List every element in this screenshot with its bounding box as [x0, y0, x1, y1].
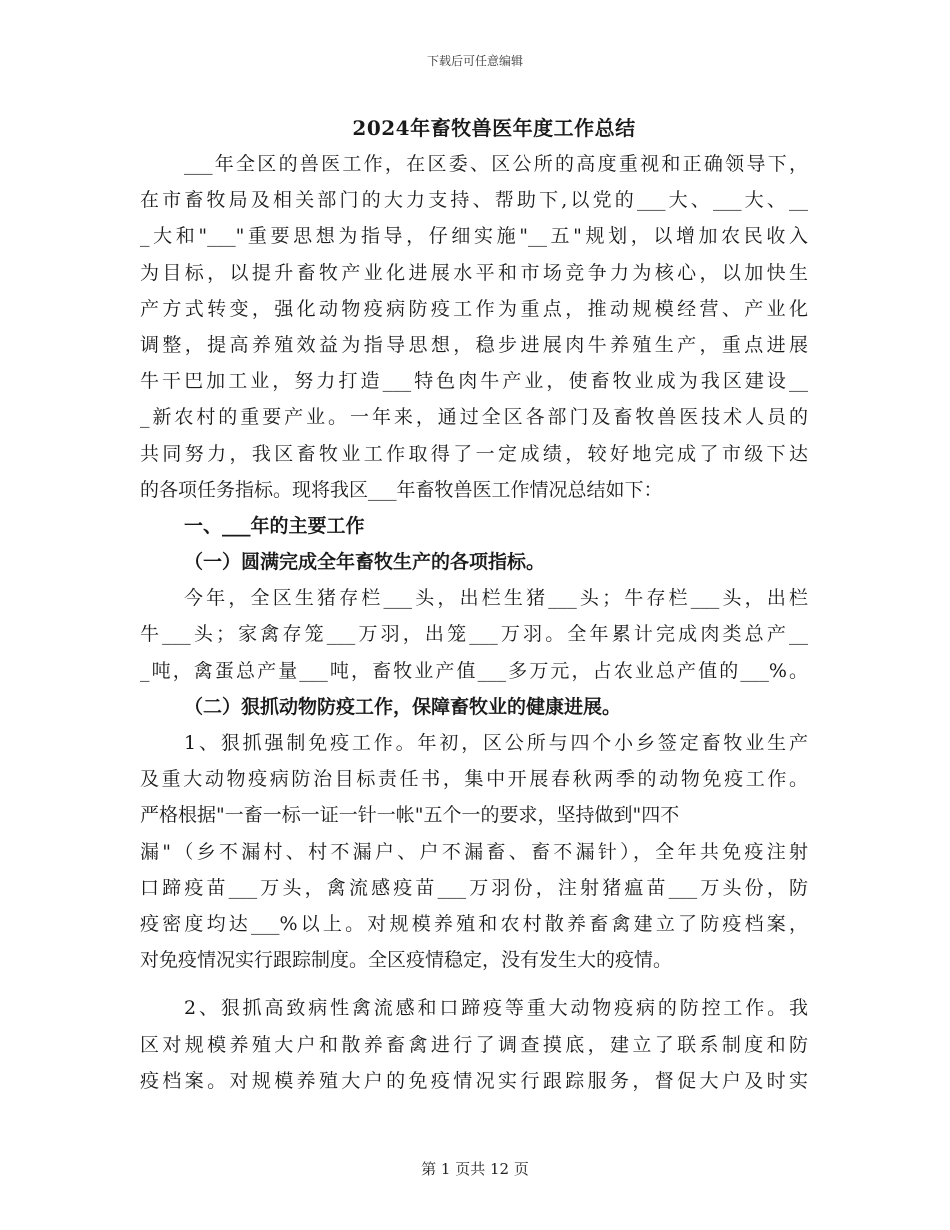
paragraph-line: 严格根据"一畜一标一证一针一帐"五个一的要求，坚持做到"四不 — [140, 804, 680, 827]
subsection-heading: （一）圆满完成全年畜牧生产的各项指标。 — [184, 551, 546, 574]
production-paragraph — [140, 580, 808, 689]
paragraph-line: 调整，提高养殖效益为指导思想，稳步进展肉牛养殖生产，重点进展 — [140, 333, 808, 356]
paragraph-line: _大和"___"重要思想为指导，仔细实施"__五"规划，以增加农民收入 — [140, 225, 808, 248]
paragraph-line: 漏"（乡不漏村、村不漏户、户不漏畜、畜不漏针），全年共免疫注射 — [140, 840, 808, 863]
paragraph-line: 在市畜牧局及相关部门的大力支持、帮助下,以党的___大、___大、__ — [140, 189, 808, 212]
paragraph-line: 牛___头；家禽存笼___万羽，出笼___万羽。全年累计完成肉类总产__ — [140, 623, 808, 646]
paragraph-line: 疫密度均达___%以上。对规模养殖和农村散养畜禽建立了防疫档案， — [140, 912, 808, 935]
immunization-paragraph — [140, 725, 808, 978]
paragraph-line: 对免疫情况实行跟踪制度。全区疫情稳定，没有发生大的疫情。 — [140, 949, 673, 972]
paragraph-line: 产方式转变，强化动物疫病防疫工作为重点，推动规模经营、产业化 — [140, 297, 808, 320]
paragraph-line: 疫档案。对规模养殖大户的免疫情况实行跟踪服务，督促大户及时实 — [140, 1069, 808, 1092]
paragraph-line: 口蹄疫苗___万头，禽流感疫苗___万羽份，注射猪瘟苗___万头份，防 — [140, 876, 808, 899]
paragraph-line: ___年全区的兽医工作，在区委、区公所的高度重视和正确领导下， — [184, 153, 808, 175]
paragraph-gap — [140, 978, 808, 990]
paragraph-line: 及重大动物疫病防治目标责任书，集中开展春秋两季的动物免疫工作。 — [140, 768, 808, 791]
subsection-heading: （二）狠抓动物防疫工作，保障畜牧业的健康进展。 — [184, 695, 622, 718]
paragraph-line: 今年，全区生猪存栏___头，出栏生猪___头；牛存栏___头，出栏 — [184, 587, 808, 610]
paragraph-line: 2、狠抓高致病性禽流感和口蹄疫等重大动物疫病的防控工作。我 — [184, 997, 808, 1020]
paragraph-line: 区对规模养殖大户和散养畜禽进行了调查摸底，建立了联系制度和防 — [140, 1033, 808, 1056]
intro-paragraph — [140, 146, 808, 508]
paragraph-line: 牛干巴加工业，努力打造___特色肉牛产业，使畜牧业成为我区建设__ — [140, 370, 808, 393]
section-heading: 一、___年的主要工作 — [184, 514, 365, 537]
paragraph-line: 1、狠抓强制免疫工作。年初，区公所与四个小乡签定畜牧业生产 — [184, 732, 808, 754]
paragraph-line: 共同努力，我区畜牧业工作取得了一定成绩，较好地完成了市级下达 — [140, 442, 808, 465]
paragraph-line: 的各项任务指标。现将我区___年畜牧兽医工作情况总结如下： — [140, 478, 663, 501]
paragraph-line: _新农村的重要产业。一年来，通过全区各部门及畜牧兽医技术人员的 — [140, 406, 808, 429]
document-body — [140, 110, 808, 1099]
document-title: 2024年畜牧兽医年度工作总结 — [352, 116, 636, 140]
paragraph-line: _吨，禽蛋总产量___吨，畜牧业产值___多万元，占农业总产值的___%。 — [140, 659, 808, 682]
disease-control-paragraph — [140, 990, 808, 1099]
paragraph-line: 为目标，以提升畜牧产业化进展水平和市场竞争力为核心，以加快生 — [140, 261, 808, 284]
page-header: 下载后可任意编辑 — [426, 54, 523, 68]
page-footer: 第 1 页共 12 页 — [421, 1160, 529, 1178]
